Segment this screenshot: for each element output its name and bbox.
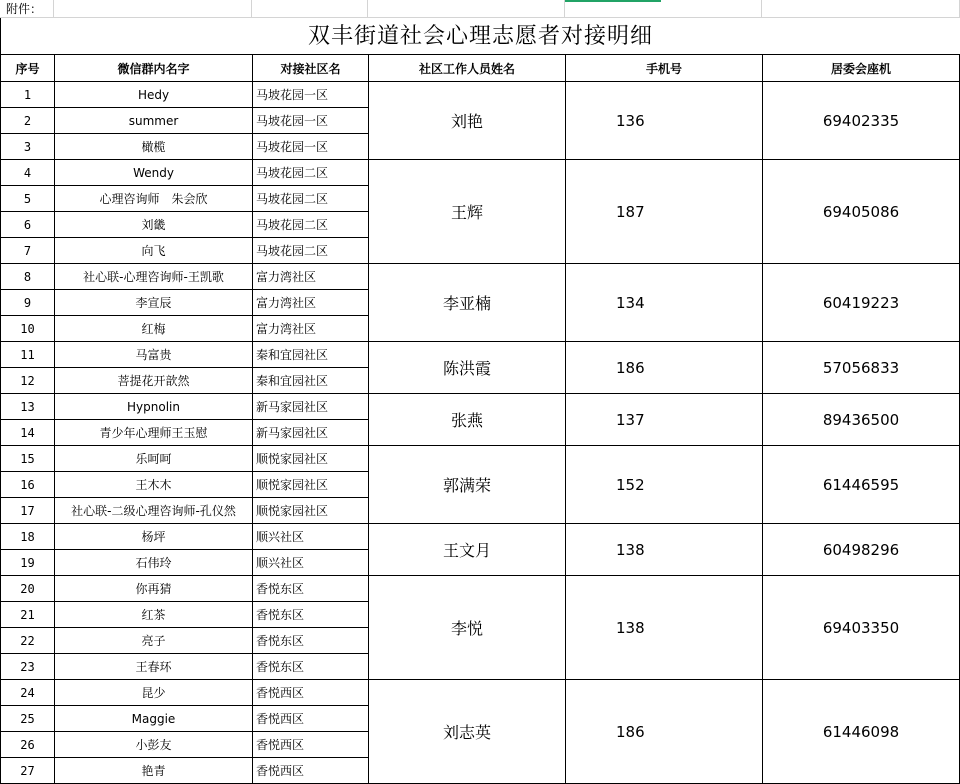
wechat-name-cell[interactable]: 青少年心理师王玉慰 <box>55 420 253 446</box>
row-number-cell[interactable]: 8 <box>1 264 55 290</box>
community-cell[interactable]: 香悦西区 <box>253 706 369 732</box>
spreadsheet-top-row <box>0 0 960 18</box>
phone-cell[interactable]: 152 <box>566 446 763 524</box>
staff-name-cell[interactable]: 王辉 <box>369 160 566 264</box>
wechat-name-cell[interactable]: 杨坪 <box>55 524 253 550</box>
wechat-name-cell[interactable]: 小彭友 <box>55 732 253 758</box>
community-cell[interactable]: 香悦西区 <box>253 732 369 758</box>
wechat-name-cell[interactable]: 昆少 <box>55 680 253 706</box>
row-number-cell[interactable]: 18 <box>1 524 55 550</box>
empty-cell[interactable] <box>762 0 960 18</box>
staff-name-cell[interactable]: 郭满荣 <box>369 446 566 524</box>
wechat-name-cell[interactable]: Maggie <box>55 706 253 732</box>
row-number-cell[interactable]: 1 <box>1 82 55 108</box>
row-number-cell[interactable]: 5 <box>1 186 55 212</box>
community-cell[interactable]: 马坡花园二区 <box>253 186 369 212</box>
wechat-name-cell[interactable]: 心理咨询师 朱会欣 <box>55 186 253 212</box>
row-number-cell[interactable]: 10 <box>1 316 55 342</box>
header-community[interactable]: 对接社区名 <box>253 55 369 82</box>
community-cell[interactable]: 马坡花园二区 <box>253 238 369 264</box>
community-cell[interactable]: 富力湾社区 <box>253 290 369 316</box>
landline-cell[interactable]: 57056833 <box>763 342 960 394</box>
header-staff-name[interactable]: 社区工作人员姓名 <box>369 55 566 82</box>
table-row <box>1 264 960 290</box>
community-cell[interactable]: 富力湾社区 <box>253 316 369 342</box>
wechat-name-cell[interactable]: 李宣辰 <box>55 290 253 316</box>
staff-name-cell[interactable]: 王文月 <box>369 524 566 576</box>
row-number-cell[interactable]: 14 <box>1 420 55 446</box>
empty-cell[interactable] <box>54 0 252 18</box>
community-cell[interactable]: 新马家园社区 <box>253 420 369 446</box>
row-number-cell[interactable]: 4 <box>1 160 55 186</box>
table-row <box>1 524 960 550</box>
wechat-name-cell[interactable]: 亮子 <box>55 628 253 654</box>
wechat-name-cell[interactable]: 王春环 <box>55 654 253 680</box>
wechat-name-cell[interactable]: Hedy <box>55 82 253 108</box>
wechat-name-cell[interactable]: 乐呵呵 <box>55 446 253 472</box>
landline-cell[interactable]: 89436500 <box>763 394 960 446</box>
row-number-cell[interactable]: 27 <box>1 758 55 784</box>
volunteer-table <box>0 54 960 784</box>
wechat-name-cell[interactable]: Wendy <box>55 160 253 186</box>
attachment-label-cell[interactable] <box>0 0 54 18</box>
community-cell[interactable]: 马坡花园一区 <box>253 82 369 108</box>
landline-cell[interactable]: 61446595 <box>763 446 960 524</box>
table-row <box>1 394 960 420</box>
community-cell[interactable]: 香悦东区 <box>253 628 369 654</box>
row-number-cell[interactable]: 16 <box>1 472 55 498</box>
landline-cell[interactable]: 69405086 <box>763 160 960 264</box>
row-number-cell[interactable]: 22 <box>1 628 55 654</box>
wechat-name-cell[interactable]: 向飞 <box>55 238 253 264</box>
staff-name-cell[interactable]: 刘志英 <box>369 680 566 784</box>
phone-cell[interactable]: 137 <box>566 394 763 446</box>
community-cell[interactable]: 香悦东区 <box>253 576 369 602</box>
community-cell[interactable]: 秦和宜园社区 <box>253 342 369 368</box>
wechat-name-cell[interactable]: 刘畿 <box>55 212 253 238</box>
community-cell[interactable]: 秦和宜园社区 <box>253 368 369 394</box>
landline-cell[interactable]: 60498296 <box>763 524 960 576</box>
row-number-cell[interactable]: 26 <box>1 732 55 758</box>
landline-cell[interactable]: 69402335 <box>763 82 960 160</box>
wechat-name-cell[interactable]: 石伟玲 <box>55 550 253 576</box>
row-number-cell[interactable]: 12 <box>1 368 55 394</box>
row-number-cell[interactable]: 11 <box>1 342 55 368</box>
table-row <box>1 342 960 368</box>
landline-cell[interactable]: 69403350 <box>763 576 960 680</box>
row-number-cell[interactable]: 2 <box>1 108 55 134</box>
community-cell[interactable]: 香悦西区 <box>253 680 369 706</box>
row-number-cell[interactable]: 3 <box>1 134 55 160</box>
community-cell[interactable]: 顺悦家园社区 <box>253 498 369 524</box>
community-cell[interactable]: 马坡花园一区 <box>253 134 369 160</box>
selected-cell-indicator <box>565 0 661 2</box>
row-number-cell[interactable]: 23 <box>1 654 55 680</box>
wechat-name-cell[interactable]: 马富贵 <box>55 342 253 368</box>
community-cell[interactable]: 马坡花园二区 <box>253 212 369 238</box>
wechat-name-cell[interactable]: 你再猜 <box>55 576 253 602</box>
empty-cell[interactable] <box>368 0 565 18</box>
community-cell[interactable]: 顺悦家园社区 <box>253 472 369 498</box>
row-number-cell[interactable]: 6 <box>1 212 55 238</box>
row-number-cell[interactable]: 13 <box>1 394 55 420</box>
wechat-name-cell[interactable]: 艳青 <box>55 758 253 784</box>
phone-cell[interactable]: 136 <box>566 82 763 160</box>
staff-name-cell[interactable]: 李悦 <box>369 576 566 680</box>
wechat-name-cell[interactable]: Hypnolin <box>55 394 253 420</box>
community-cell[interactable]: 顺悦家园社区 <box>253 446 369 472</box>
staff-name-cell[interactable]: 刘艳 <box>369 82 566 160</box>
table-row <box>1 160 960 186</box>
phone-cell[interactable]: 138 <box>566 524 763 576</box>
wechat-name-cell[interactable]: 社心联-二级心理咨询师-孔仪然 <box>55 498 253 524</box>
header-no[interactable]: 序号 <box>1 55 55 82</box>
community-cell[interactable]: 顺兴社区 <box>253 524 369 550</box>
phone-cell[interactable]: 138 <box>566 576 763 680</box>
table-row <box>1 82 960 108</box>
community-cell[interactable]: 香悦东区 <box>253 602 369 628</box>
wechat-name-cell[interactable]: 王木木 <box>55 472 253 498</box>
row-number-cell[interactable]: 9 <box>1 290 55 316</box>
table-row <box>1 680 960 706</box>
staff-name-cell[interactable]: 李亚楠 <box>369 264 566 342</box>
staff-name-cell[interactable]: 张燕 <box>369 394 566 446</box>
community-cell[interactable]: 马坡花园一区 <box>253 108 369 134</box>
row-number-cell[interactable]: 19 <box>1 550 55 576</box>
community-cell[interactable]: 马坡花园二区 <box>253 160 369 186</box>
community-cell[interactable]: 顺兴社区 <box>253 550 369 576</box>
wechat-name-cell[interactable]: 菩提花开歆然 <box>55 368 253 394</box>
phone-cell[interactable]: 134 <box>566 264 763 342</box>
empty-cell[interactable] <box>252 0 368 18</box>
community-cell[interactable]: 香悦西区 <box>253 758 369 784</box>
row-number-cell[interactable]: 15 <box>1 446 55 472</box>
row-number-cell[interactable]: 17 <box>1 498 55 524</box>
landline-cell[interactable]: 61446098 <box>763 680 960 784</box>
community-cell[interactable]: 新马家园社区 <box>253 394 369 420</box>
wechat-name-cell[interactable]: 橄榄 <box>55 134 253 160</box>
phone-cell[interactable]: 187 <box>566 160 763 264</box>
row-number-cell[interactable]: 7 <box>1 238 55 264</box>
landline-cell[interactable]: 60419223 <box>763 264 960 342</box>
community-cell[interactable]: 富力湾社区 <box>253 264 369 290</box>
header-row <box>1 55 960 82</box>
wechat-name-cell[interactable]: 红梅 <box>55 316 253 342</box>
wechat-name-cell[interactable]: 红茶 <box>55 602 253 628</box>
row-number-cell[interactable]: 20 <box>1 576 55 602</box>
wechat-name-cell[interactable]: summer <box>55 108 253 134</box>
row-number-cell[interactable]: 25 <box>1 706 55 732</box>
community-cell[interactable]: 香悦东区 <box>253 654 369 680</box>
phone-cell[interactable]: 186 <box>566 680 763 784</box>
sheet-title[interactable]: 双丰街道社会心理志愿者对接明细 <box>0 18 960 55</box>
header-landline[interactable]: 居委会座机 <box>763 55 960 82</box>
row-number-cell[interactable]: 24 <box>1 680 55 706</box>
table-row <box>1 576 960 602</box>
row-number-cell[interactable]: 21 <box>1 602 55 628</box>
empty-cell[interactable] <box>565 0 762 18</box>
wechat-name-cell[interactable]: 社心联-心理咨询师-王凯歌 <box>55 264 253 290</box>
attachment-label: 附件： <box>6 2 43 16</box>
header-wechat-name[interactable]: 微信群内名字 <box>55 55 253 82</box>
table-row <box>1 446 960 472</box>
header-phone[interactable]: 手机号 <box>566 55 763 82</box>
staff-name-cell[interactable]: 陈洪霞 <box>369 342 566 394</box>
phone-cell[interactable]: 186 <box>566 342 763 394</box>
